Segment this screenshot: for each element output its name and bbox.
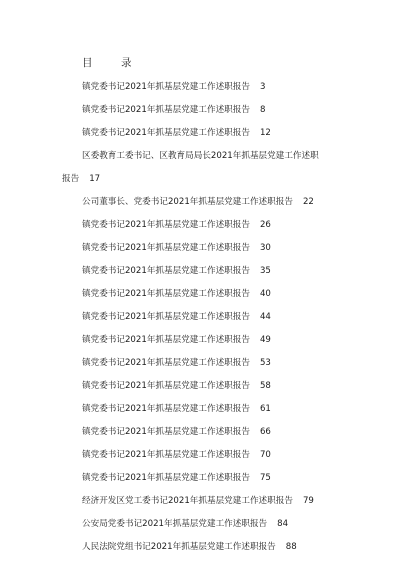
toc-entry[interactable] xyxy=(0,241,382,264)
toc-entry-title: 镇党委书记2021年抓基层党建工作述职报告 xyxy=(82,128,250,138)
toc-entry-title: 公司董事长、党委书记2021年抓基层党建工作述职报告 xyxy=(82,197,293,207)
toc-entry-title: 镇党委书记2021年抓基层党建工作述职报告 xyxy=(82,473,250,483)
toc-entry-title: 镇党委书记2021年抓基层党建工作述职报告 xyxy=(82,220,250,230)
toc-entry[interactable] xyxy=(0,80,382,103)
toc-entry-page: 12 xyxy=(259,128,271,138)
toc-entry-page: 30 xyxy=(259,243,271,253)
toc-entry[interactable] xyxy=(0,471,382,494)
toc-entry-page: 84 xyxy=(277,519,289,529)
toc-entry-title: 镇党委书记2021年抓基层党建工作述职报告 xyxy=(82,82,250,92)
toc-entry-title: 镇党委书记2021年抓基层党建工作述职报告 xyxy=(82,358,250,368)
toc-entry-title: 镇党委书记2021年抓基层党建工作述职报告 xyxy=(82,335,250,345)
toc-entry-page: 53 xyxy=(259,358,271,368)
toc-entry-title-line2 xyxy=(62,168,404,191)
toc-entry[interactable] xyxy=(0,287,382,310)
toc-entry-title: 镇党委书记2021年抓基层党建工作述职报告 xyxy=(82,427,250,437)
toc-entry[interactable] xyxy=(0,540,382,563)
toc-entry-title: 镇党委书记2021年抓基层党建工作述职报告 xyxy=(82,312,250,322)
toc-entry[interactable] xyxy=(0,356,382,379)
toc-entry-title: 镇党委书记2021年抓基层党建工作述职报告 xyxy=(82,243,250,253)
toc-entry-title: 镇党委书记2021年抓基层党建工作述职报告 xyxy=(82,450,250,460)
toc-entry[interactable] xyxy=(0,195,382,218)
toc-entry-page: 22 xyxy=(302,197,314,207)
toc-entry-title-line2-text: 报告 xyxy=(62,173,80,184)
toc-entry[interactable] xyxy=(0,264,382,287)
toc-entry-page: 79 xyxy=(302,496,314,506)
toc-entry[interactable] xyxy=(0,402,382,425)
toc-entry[interactable] xyxy=(0,425,382,448)
toc-entry-page: 75 xyxy=(259,473,271,483)
toc-entry[interactable] xyxy=(0,448,382,471)
toc-entry-page: 66 xyxy=(259,427,271,437)
toc-entry-page: 3 xyxy=(259,82,266,92)
toc-entry-page: 61 xyxy=(259,404,271,414)
toc-entry-page: 26 xyxy=(259,220,271,230)
toc-entry-title: 镇党委书记2021年抓基层党建工作述职报告 xyxy=(82,266,250,276)
toc-entry-page: 88 xyxy=(285,542,297,552)
toc-entry-page: 70 xyxy=(259,450,271,460)
toc-entry-title: 经济开发区党工委书记2021年抓基层党建工作述职报告 xyxy=(82,496,293,506)
toc-entry[interactable] xyxy=(0,494,382,517)
toc-entry-title: 镇党委书记2021年抓基层党建工作述职报告 xyxy=(82,404,250,414)
toc-entry-page: 49 xyxy=(259,335,271,345)
toc-entry[interactable] xyxy=(0,103,382,126)
toc-entry-title: 镇党委书记2021年抓基层党建工作述职报告 xyxy=(82,105,250,115)
toc-entry-page: 58 xyxy=(259,381,271,391)
toc-entry-title: 镇党委书记2021年抓基层党建工作述职报告 xyxy=(82,381,250,391)
toc-entry[interactable] xyxy=(0,333,382,356)
toc-entry-title: 公安局党委书记2021年抓基层党建工作述职报告 xyxy=(82,519,268,529)
toc-entry-title: 镇党委书记2021年抓基层党建工作述职报告 xyxy=(82,289,250,299)
toc-heading: 目 录 xyxy=(82,57,141,69)
toc-entry-page: 40 xyxy=(259,289,271,299)
toc-entry[interactable] xyxy=(0,310,382,333)
toc-entry-title: 人民法院党组书记2021年抓基层党建工作述职报告 xyxy=(82,542,276,552)
toc-list xyxy=(0,80,408,563)
toc-entry-page: 8 xyxy=(259,105,266,115)
toc-entry-page: 44 xyxy=(259,312,271,322)
toc-entry[interactable] xyxy=(0,145,404,191)
toc-entry[interactable] xyxy=(0,517,382,540)
toc-entry-page: 35 xyxy=(259,266,271,276)
toc-entry[interactable] xyxy=(0,218,382,241)
toc-entry-page: 17 xyxy=(89,173,101,184)
toc-entry[interactable] xyxy=(0,379,382,402)
toc-entry-title-line1: 区委教育工委书记、区教育局局长2021年抓基层党建工作述职 xyxy=(82,150,319,161)
